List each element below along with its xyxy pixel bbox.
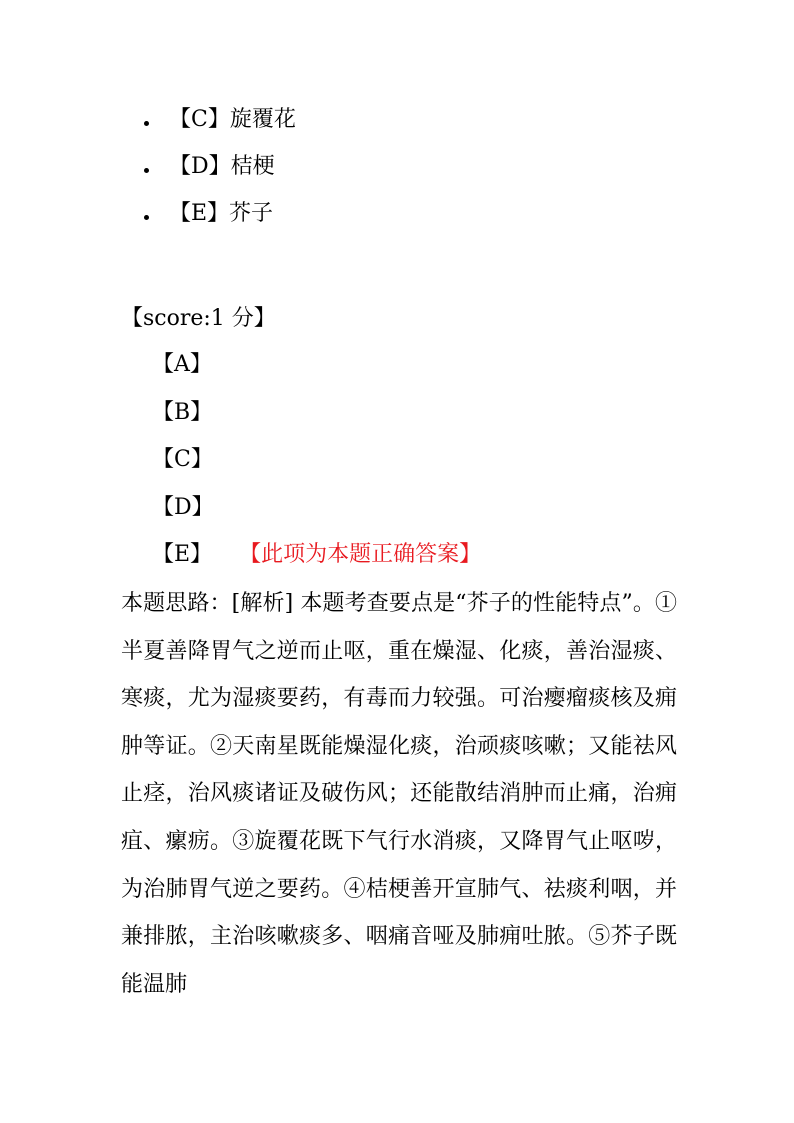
- answer-options: [152, 348, 481, 586]
- answer-option-c: [152, 443, 481, 491]
- answer-option-label: 【E】: [152, 542, 213, 568]
- option-item-e: [144, 190, 296, 237]
- option-label: 【C】旋覆花: [169, 106, 296, 132]
- option-list: [144, 96, 296, 237]
- answer-option-a: [152, 348, 481, 396]
- answer-option-b: [152, 396, 481, 444]
- option-label: 【D】桔梗: [169, 153, 275, 179]
- answer-option-d: [152, 491, 481, 539]
- explanation-text: 本题思路：[解析] 本题考查要点是“芥子的性能特点”。①半夏善降胃气之逆而止呕，重在燥湿、化痰，善治湿痰、寒痰，尤为湿痰要药，有毒而力较强。可治瘿瘤痰核及痈肿等证。②天南星既能燥湿化痰，治顽痰咳嗽；又能祛风止痉，治风痰诸证及破伤风；还能散结消肿而止痛，治痈疽、瘰疬。③旋覆花既下气行水消痰，又降胃气止呕哕，为治肺胃气逆之要药。④桔梗善开宣肺气、祛痰利咽，并兼排脓，主治咳嗽痰多、咽痛音哑及肺痈吐脓。⑤芥子既能温肺: [121, 591, 677, 997]
- correct-answer-tag: 【此项为本题正确答案】: [250, 542, 482, 568]
- bullet-icon: [144, 168, 149, 173]
- option-label: 【E】芥子: [169, 200, 274, 226]
- option-item-c: [144, 96, 296, 143]
- answer-option-label: 【C】: [152, 447, 213, 473]
- option-item-d: [144, 143, 296, 190]
- answer-option-label: 【B】: [152, 399, 213, 425]
- answer-option-label: 【D】: [152, 494, 214, 520]
- answer-option-label: 【A】: [152, 352, 212, 377]
- bullet-icon: [144, 215, 149, 220]
- score-label: 【score:1 分】: [121, 306, 276, 331]
- answer-option-e: [152, 538, 481, 586]
- bullet-icon: [144, 121, 149, 126]
